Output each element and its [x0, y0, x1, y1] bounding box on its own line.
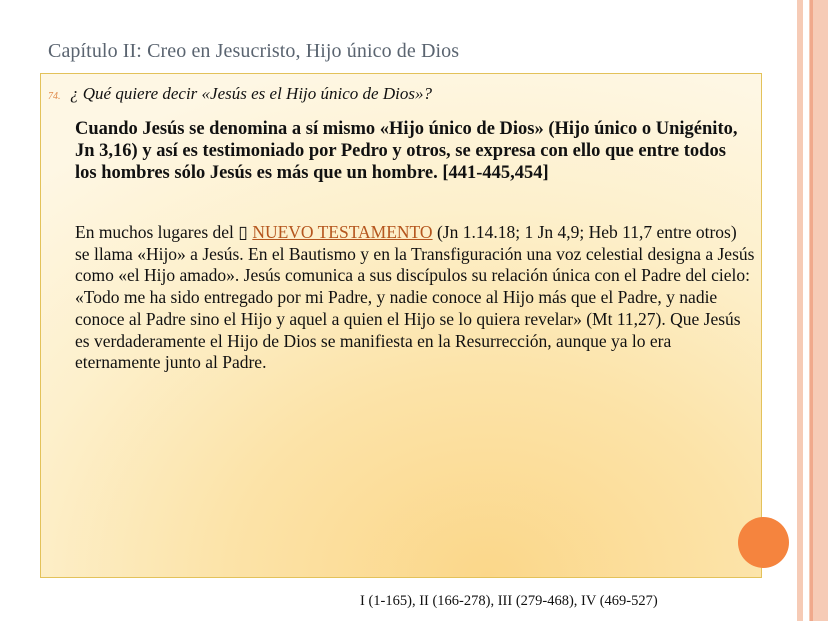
footer-page-ranges: I (1-165), II (166-278), III (279-468), IV (469-527) — [360, 593, 658, 609]
explanation-intro: En muchos lugares del ▯ — [75, 222, 253, 242]
right-decorative-stripes — [797, 0, 828, 621]
question-number: 74. — [48, 91, 61, 102]
question-text: ¿ Qué quiere decir «Jesús es el Hijo único de Dios»? — [70, 84, 432, 103]
stripe-salmon — [810, 0, 813, 621]
slide-title: Capítulo II: Creo en Jesucristo, Hijo único de Dios — [48, 40, 460, 62]
answer-text: Cuando Jesús se denomina a sí mismo «Hijo único de Dios» (Hijo único o Unigénito, Jn 3,16) y así es testimoniado por Pedro y otros, se expresa con ello que entre todos los hombres sólo Jesús es más que un hombre. [441-445,454] — [75, 119, 738, 183]
explanation-text — [75, 222, 755, 374]
stripe-white — [803, 0, 809, 621]
orange-circle-icon — [738, 517, 789, 568]
explanation-body: (Jn 1.14.18; 1 Jn 4,9; Heb 11,7 entre otros) se llama «Hijo» a Jesús. En el Bautismo y en la Transfiguración una voz celestial designa a Jesús como «el Hijo amado». Jesús comunica a sus discípulos su relación única con el Padre del cielo: «Todo me ha sido entregado por mi Padre, y nadie conoce al Hijo más que el Padre, y nadie conoce al Padre sino el Hijo y aquel a quien el Hijo se lo quiera revelar» (Mt 11,27). Que Jesús es verdaderamente el Hijo de Dios se manifiesta en la Resurrección, aunque ya lo era eternamente junto al Padre. — [75, 222, 755, 373]
nuevo-testamento-link[interactable]: NUEVO TESTAMENTO — [252, 222, 433, 242]
question-row — [48, 84, 432, 104]
content-box — [40, 73, 762, 578]
